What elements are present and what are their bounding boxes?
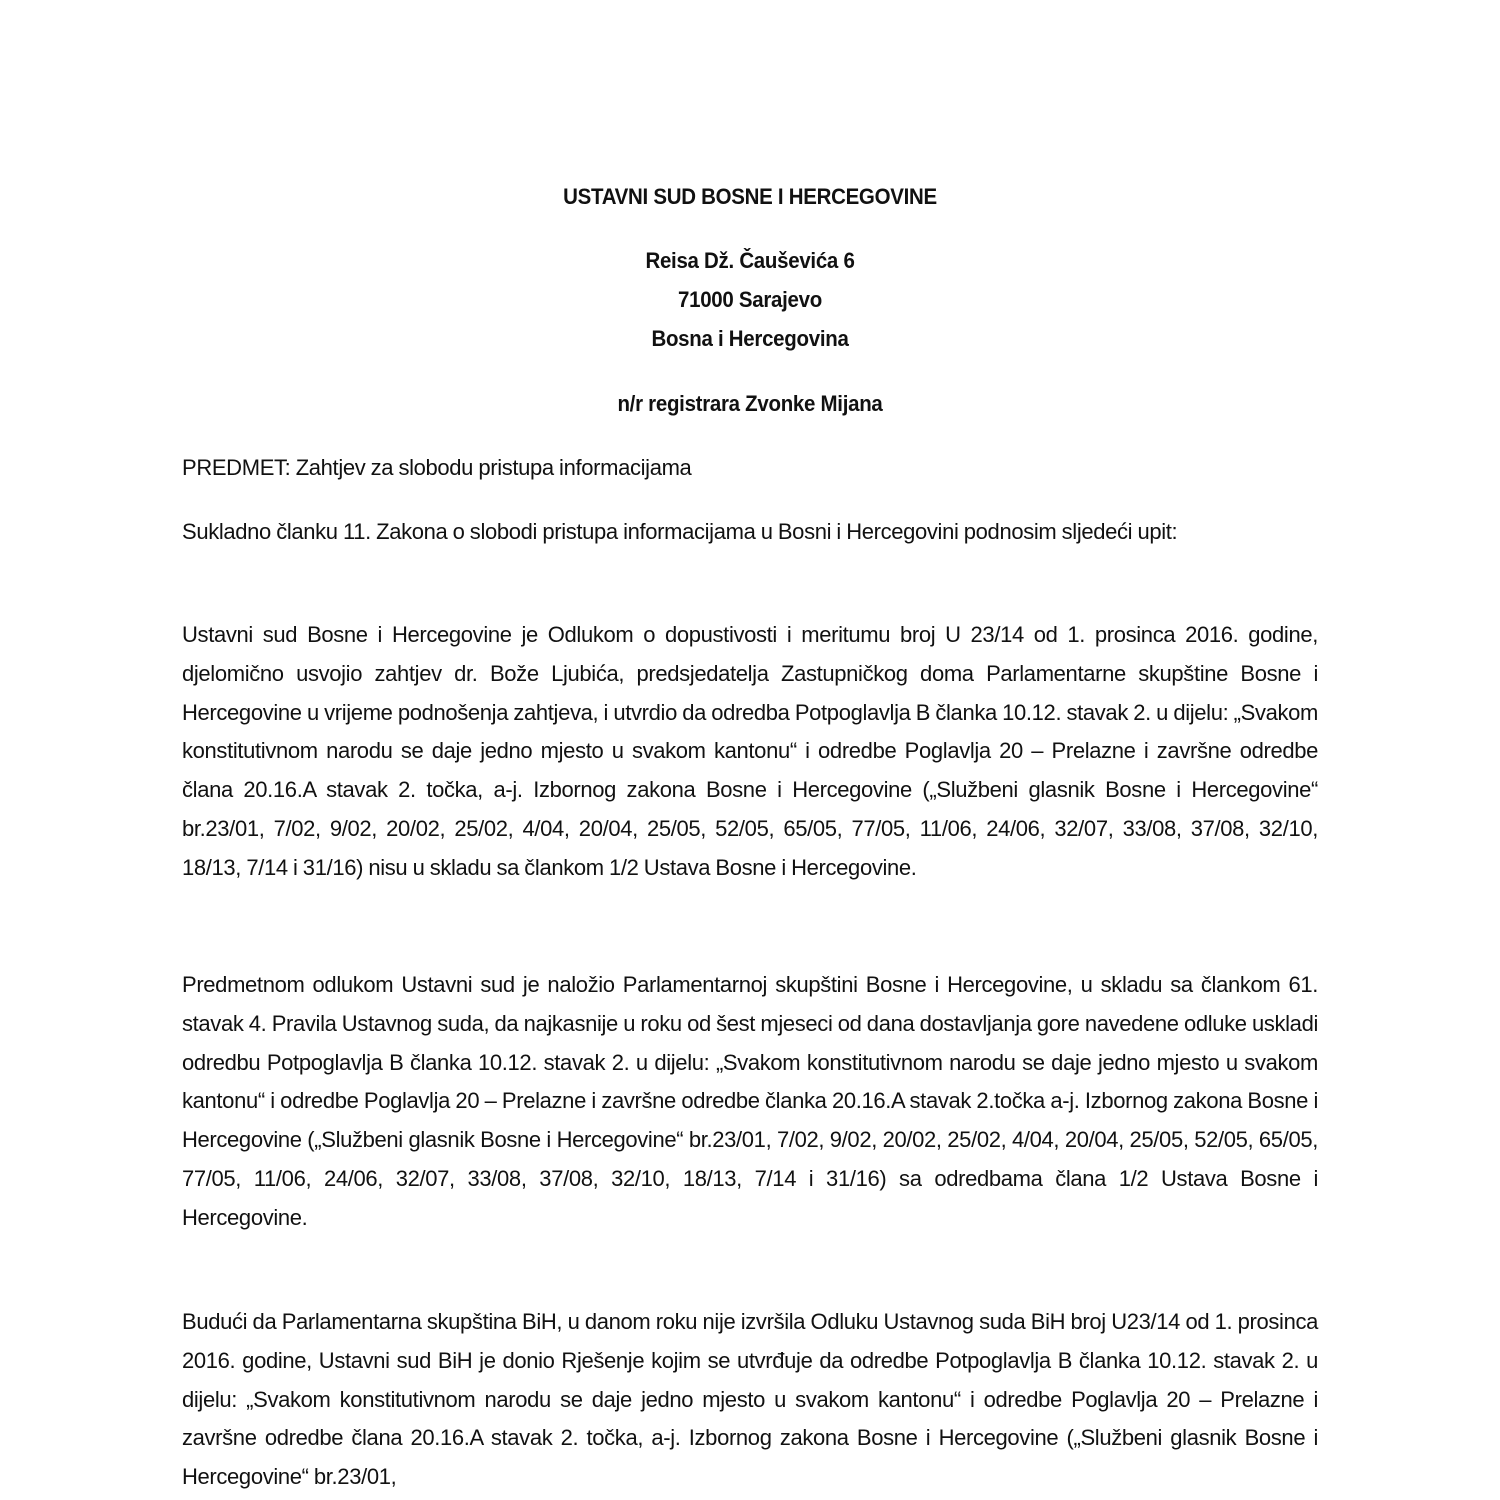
body-paragraph-decision: Ustavni sud Bosne i Hercegovine je Odlukom o dopustivosti i meritumu broj U 23/14 od 1. prosinca 2016. godine, djelomično usvojio zahtjev dr. Bože Ljubića, predsjedatelja Zastupničkog doma Parlamentarne skupštine Bosne i Hercegovine u vrijeme podnošenja zahtjeva, i utvrdio da odredba Potpoglavlja B članka 10.12. stavak 2. u dijelu: „Svakom konstitutivnom narodu se daje jedno mjesto u svakom kantonu“ i odredbe Poglavlja 20 – Prelazne i završne odredbe člana 20.16.A stavak 2. točka, a-j. Izbornog zakona Bosne i Hercegovine („Službeni glasnik Bosne i Hercegovine“ br.23/01, 7/02, 9/02, 20/02, 25/02, 4/04, 20/04, 25/05, 52/05, 65/05, 77/05, 11/06, 24/06, 32/07, 33/08, 37/08, 32/10, 18/13, 7/14 i 31/16) nisu u skladu sa člankom 1/2 Ustava Bosne i Hercegovine. (182, 622, 1318, 880)
body-paragraph-ruling: Budući da Parlamentarna skupština BiH, u danom roku nije izvršila Odluku Ustavnog suda BiH broj U23/14 od 1. prosinca 2016. godine, Ustavni sud BiH je donio Rješenje kojim se utvrđuje da odredbe Potpoglavlja B članka 10.12. stavak 2. u dijelu: „Svakom konstitutivnom narodu se daje jedno mjesto u svakom kantonu“ i odredbe Poglavlja 20 – Prelazne i završne odredbe člana 20.16.A stavak 2. točka, a-j. Izbornog zakona Bosne i Hercegovine („Službeni glasnik Bosne i Hercegovine“ br.23/01, (182, 1309, 1318, 1490)
recipient-address-country: Bosna i Hercegovina (651, 326, 849, 351)
body-paragraph-order: Predmetnom odlukom Ustavni sud je naložio Parlamentarnoj skupštini Bosne i Hercegovine, u skladu sa člankom 61. stavak 4. Pravila Ustavnog suda, da najkasnije u roku od šest mjeseci od dana dostavljanja gore navedene odluke uskladi odredbu Potpoglavlja B članka 10.12. stavak 2. u dijelu: „Svakom konstitutivnom narodu se daje jedno mjesto u svakom kantonu“ i odredbe Poglavlja 20 – Prelazne i završne odredbe članka 20.16.A stavak 2.točka a-j. Izbornog zakona Bosne i Hercegovine („Službeni glasnik Bosne i Hercegovine“ br.23/01, 7/02, 9/02, 20/02, 25/02, 4/04, 20/04, 25/05, 52/05, 65/05, 77/05, 11/06, 24/06, 32/07, 33/08, 37/08, 32/10, 18/13, 7/14 i 31/16) sa odredbama člana 1/2 Ustava Bosne i Hercegovine. (182, 972, 1318, 1230)
subject-line: PREDMET: Zahtjev za slobodu pristupa informacijama (182, 455, 692, 480)
recipient-address-street: Reisa Dž. Čauševića 6 (645, 248, 855, 273)
recipient-attention: n/r registrara Zvonke Mijana (617, 391, 883, 416)
body-paragraph-intro: Sukladno članku 11. Zakona o slobodi pristupa informacijama u Bosni i Hercegovini podnosim sljedeći upit: (182, 519, 1178, 544)
recipient-address-city: 71000 Sarajevo (677, 287, 822, 312)
recipient-title: USTAVNI SUD BOSNE I HERCEGOVINE (563, 184, 937, 209)
